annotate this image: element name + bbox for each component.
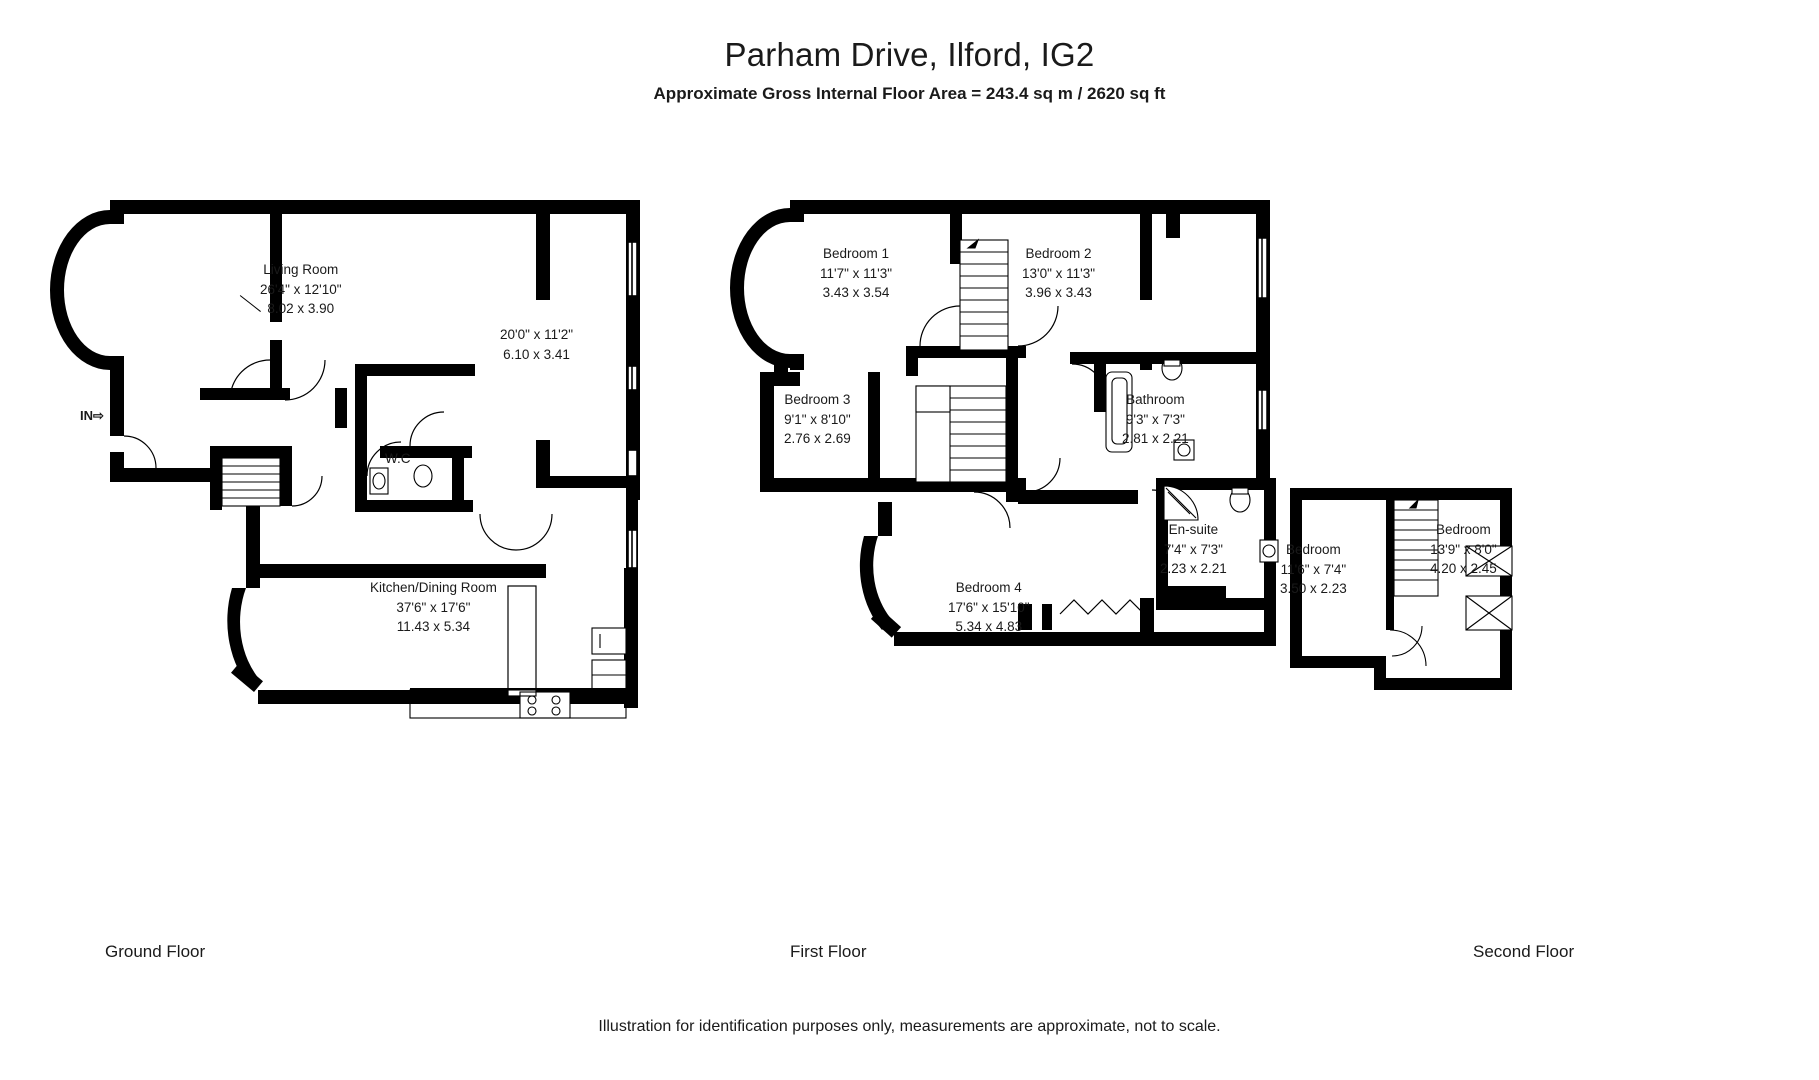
floor-label-ground: Ground Floor <box>105 942 206 961</box>
ground-floor-plan <box>80 200 720 860</box>
ground-floor-drawing <box>80 200 720 860</box>
room-label-second-bedroom-right: Bedroom 13'9" x 8'0" 4.20 x 2.45 <box>1430 522 1497 577</box>
room-label-bedroom-4: Bedroom 4 17'6" x 15'10" 5.34 x 4.83 <box>948 580 1030 635</box>
floor-label-second: Second Floor <box>1473 942 1575 961</box>
room-label-bedroom-1: Bedroom 1 11'7" x 11'3" 3.43 x 3.54 <box>820 246 893 301</box>
room-label-wc: W.C <box>385 451 411 466</box>
floor-label-first: First Floor <box>790 942 867 961</box>
entrance-label: IN⇨ <box>80 408 104 423</box>
room-label-bathroom: Bathroom 9'3" x 7'3" 2.81 x 2.21 <box>1122 392 1189 447</box>
room-label-kitchen-dining: Kitchen/Dining Room 37'6" x 17'6" 11.43 x 5.34 <box>370 580 497 635</box>
room-label-en-suite: En-suite 7'4" x 7'3" 2.23 x 2.21 <box>1160 522 1227 577</box>
page-title: Parham Drive, Ilford, IG2 <box>724 36 1095 73</box>
room-label-living-room: Living Room 26'4" x 12'10" 8.02 x 3.90 <box>260 262 342 317</box>
room-label-bedroom-3: Bedroom 3 9'1" x 8'10" 2.76 x 2.69 <box>784 392 851 447</box>
second-floor-plan <box>1270 480 1560 710</box>
room-label-reception: 20'0" x 11'2" 6.10 x 3.41 <box>500 327 574 362</box>
disclaimer-text: Illustration for identification purposes only, measurements are approximate, not to scale. <box>598 1018 1221 1035</box>
room-label-bedroom-2: Bedroom 2 13'0" x 11'3" 3.96 x 3.43 <box>1022 246 1096 301</box>
floor-area-subtitle: Approximate Gross Internal Floor Area = 243.4 sq m / 2620 sq ft <box>653 84 1166 103</box>
room-label-second-bedroom-left: Bedroom 11'6" x 7'4" 3.50 x 2.23 <box>1280 542 1347 597</box>
